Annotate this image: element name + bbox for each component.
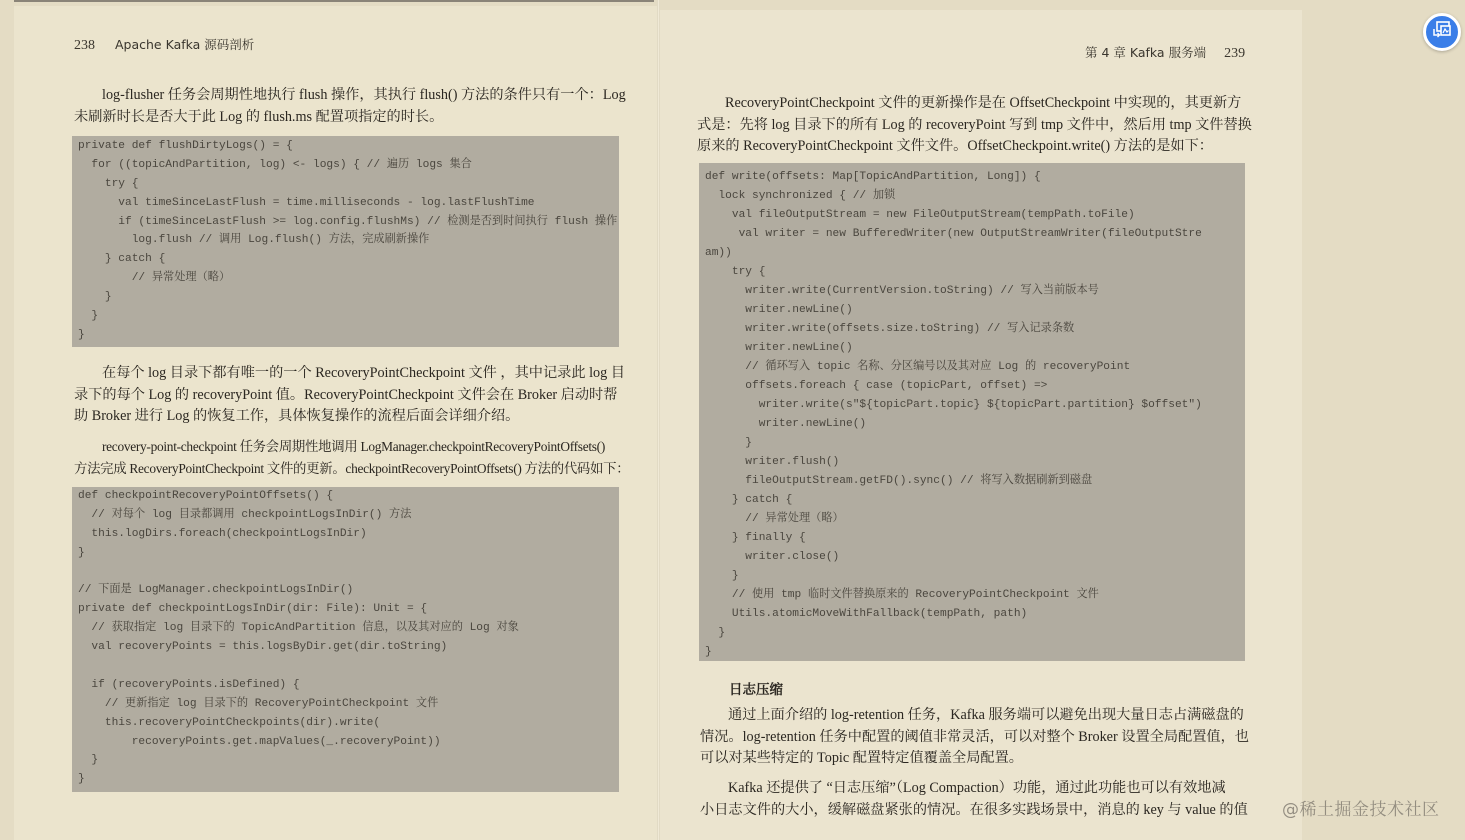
code-line: writer.close()	[705, 551, 840, 563]
code-line: recoveryPoints.get.mapValues(_.recoveryPoint))	[78, 735, 441, 748]
right-page-number: 239	[1224, 46, 1246, 61]
code-line: private def checkpointLogsInDir(dir: File): Unit = {	[78, 603, 428, 616]
code-line	[78, 563, 619, 582]
code-line: }	[78, 754, 99, 767]
text-line: 在每个 log 目录下都有唯一的一个 RecoveryPointCheckpoint 文件 ，其中记录此 log 目	[102, 365, 625, 381]
watermark: @稀土掘金技术社区	[1282, 800, 1440, 820]
code-line: } catch {	[78, 253, 166, 266]
left-running-head	[74, 35, 254, 54]
code-line: }	[78, 291, 112, 304]
code-line: if (recoveryPoints.isDefined) {	[78, 678, 300, 691]
text-line: 可以对某些特定的 Topic 配置特定值覆盖全局配置。	[700, 750, 1023, 766]
left-paragraph-2	[74, 363, 625, 428]
code-line: // 使用 tmp 临时文件替换原来的 RecoveryPointCheckpoint 文件	[705, 589, 1099, 601]
code-line: lock synchronized { // 加锁	[705, 190, 896, 202]
code-line: def checkpointRecoveryPointOffsets() {	[78, 490, 334, 502]
code-line: writer.write(CurrentVersion.toString) // 写入当前版本号	[705, 285, 1099, 297]
code-line: // 对每个 log 目录都调用 checkpointLogsInDir() 方法	[78, 508, 412, 521]
code-line: if (timeSinceLastFlush >= log.config.flushMs) // 检测是否到时间执行 flush 操作	[78, 215, 618, 228]
code-line: writer.newLine()	[705, 304, 853, 316]
right-paragraph-3	[700, 778, 1248, 821]
code-line: offsets.foreach { case (topicPart, offset) =>	[705, 380, 1048, 392]
code-line	[78, 657, 619, 676]
book-top-edge	[14, 0, 654, 2]
text-line: 录下的每个 Log 的 recoveryPoint 值。RecoveryPointCheckpoint 文件会在 Broker 启动时帮	[74, 386, 618, 403]
image-translate-icon	[1432, 21, 1452, 43]
section-heading-log-compaction: 日志压缩	[729, 682, 783, 698]
code-line: try {	[705, 266, 766, 278]
image-translate-button[interactable]	[1423, 13, 1461, 51]
text-line: Kafka 还提供了 “日志压缩”（Log Compaction）功能，通过此功能也可以有效地减	[728, 780, 1226, 796]
text-line: 方法完成 RecoveryPointCheckpoint 文件的更新。checkpointRecoveryPointOffsets() 方法的代码如下：	[74, 460, 630, 476]
code-line: writer.newLine()	[705, 418, 867, 430]
code-line: try {	[78, 177, 139, 190]
right-running-head	[1085, 43, 1245, 62]
code-line: writer.write(offsets.size.toString) // 写入记录条数	[705, 323, 1075, 335]
code-line: val fileOutputStream = new FileOutputStream(tempPath.toFile)	[705, 209, 1135, 221]
code-line: writer.newLine()	[705, 342, 853, 354]
code-line: writer.flush()	[705, 456, 840, 468]
code-block-offset-checkpoint-write	[699, 163, 1245, 661]
code-line: this.recoveryPointCheckpoints(dir).write(	[78, 716, 381, 729]
code-line: // 获取指定 log 目录下的 TopicAndPartition 信息，以及其对应的 Log 对象	[78, 622, 519, 635]
code-line: // 异常处理（略）	[78, 272, 231, 285]
text-line: 式是：先将 log 目录下的所有 Log 的 recoveryPoint 写到 tmp 文件中，然后用 tmp 文件替换	[697, 116, 1252, 133]
code-line: writer.write(s"${topicPart.topic} ${topicPart.partition} $offset")	[705, 399, 1202, 411]
code-line: }	[78, 546, 85, 559]
code-line: } finally {	[705, 532, 806, 544]
code-line: Utils.atomicMoveWithFallback(tempPath, path)	[705, 608, 1028, 620]
code-line: }	[78, 310, 99, 323]
code-block-checkpoint-recovery	[72, 487, 619, 792]
code-line: this.logDirs.foreach(checkpointLogsInDir)	[78, 527, 367, 540]
code-line: log.flush // 调用 Log.flush() 方法，完成刷新操作	[78, 234, 430, 247]
text-line: recovery-point-checkpoint 任务会周期性地调用 LogManager.checkpointRecoveryPointOffsets()	[102, 439, 605, 454]
code-line: val writer = new BufferedWriter(new OutputStreamWriter(fileOutputStre	[705, 228, 1202, 240]
text-line: 通过上面介绍的 log-retention 任务，Kafka 服务端可以避免出现大量日志占满磁盘的	[728, 707, 1244, 723]
code-line: fileOutputStream.getFD().sync() // 将写入数据刷新到磁盘	[705, 475, 1093, 487]
code-line: // 异常处理（略）	[705, 513, 844, 525]
text-line: RecoveryPointCheckpoint 文件的更新操作是在 OffsetCheckpoint 中实现的，其更新方	[725, 95, 1242, 111]
left-paragraph-3	[74, 436, 630, 479]
code-line: // 更新指定 log 目录下的 RecoveryPointCheckpoint 文件	[78, 697, 439, 710]
text-line: 助 Broker 进行 Log 的恢复工作，具体恢复操作的流程后面会详细介绍。	[74, 408, 520, 424]
code-line: }	[78, 773, 85, 786]
code-line: am))	[705, 247, 732, 259]
text-line: 情况。log-retention 任务中配置的阈值非常灵活，可以对整个 Broker 设置全局配置值，也	[700, 728, 1249, 745]
book-spine	[657, 0, 660, 840]
text-line: 小日志文件的大小，缓解磁盘紧张的情况。在很多实践场景中，消息的 key 与 value 的值	[700, 801, 1248, 818]
code-line: }	[78, 328, 85, 341]
code-line: val recoveryPoints = this.logsByDir.get(dir.toString)	[78, 641, 448, 654]
code-line: }	[705, 570, 739, 582]
right-paragraph-1	[697, 93, 1252, 158]
code-line: def write(offsets: Map[TopicAndPartition, Long]) {	[705, 171, 1041, 183]
book-title: Apache Kafka 源码剖析	[114, 37, 255, 52]
code-line: val timeSinceLastFlush = time.milliseconds - log.lastFlushTime	[78, 196, 535, 209]
code-line: }	[705, 437, 752, 449]
text-line: 原来的 RecoveryPointCheckpoint 文件文件。OffsetCheckpoint.write() 方法的是如下：	[697, 138, 1213, 154]
code-line: // 下面是 LogManager.checkpointLogsInDir()	[78, 584, 354, 597]
text-line: log-flusher 任务会周期性地执行 flush 操作，其执行 flush() 方法的条件只有一个：Log	[102, 87, 626, 103]
code-block-flush-dirty-logs	[72, 136, 619, 347]
code-line: }	[705, 646, 712, 658]
code-line: private def flushDirtyLogs() = {	[78, 140, 293, 152]
code-line: } catch {	[705, 494, 793, 506]
code-line: // 循环写入 topic 名称、分区编号以及其对应 Log 的 recoveryPoint	[705, 361, 1131, 373]
chapter-title: 第 4 章 Kafka 服务端	[1085, 45, 1207, 60]
code-line: }	[705, 627, 726, 639]
text-line: 未刷新时长是否大于此 Log 的 flush.ms 配置项指定的时长。	[74, 108, 444, 125]
left-page-number: 238	[74, 38, 95, 53]
code-line: for ((topicAndPartition, log) <- logs) { // 遍历 logs 集合	[78, 158, 472, 171]
right-paragraph-2	[700, 705, 1248, 770]
left-paragraph-1	[74, 85, 626, 128]
